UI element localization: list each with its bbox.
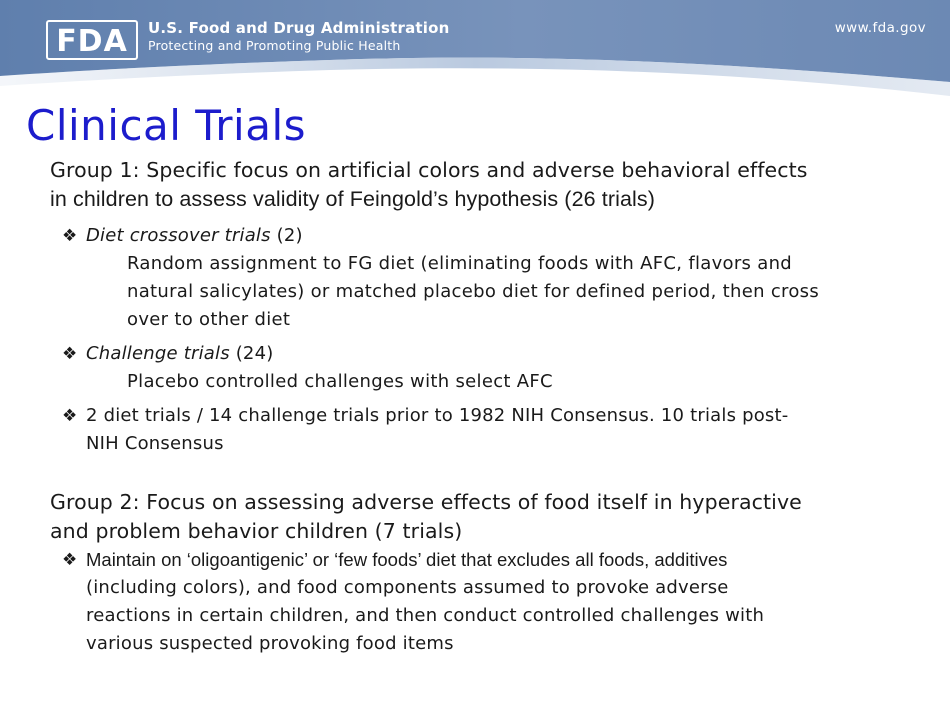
group1-heading-line1: Group 1: Specific focus on artificial colors and adverse behavioral effects [50,158,808,182]
bullet-diet-crossover [50,222,930,250]
diamond-bullet-icon: ❖ [62,344,78,364]
diamond-bullet-icon: ❖ [62,406,78,426]
bullet-line: 2 diet trials / 14 challenge trials prior to 1982 NIH Consensus. 10 trials post- [86,405,789,426]
bullet-challenge-trials [50,340,930,368]
bullet-title: Challenge trials [86,343,230,364]
agency-name: U.S. Food and Drug Administration [148,19,450,37]
bullet-count: (24) [229,343,274,364]
group1-heading-line2: in children to assess validity of Feingold’s hypothesis (26 trials) [50,187,656,211]
bullet-title: Diet crossover trials [86,225,271,246]
bullet-line: Maintain on ‘oligoantigenic’ or ‘few foods’ diet that excludes all foods, additives [86,549,728,570]
bullet-count: (2) [270,225,303,246]
fda-logo [46,20,138,60]
agency-block [148,19,450,54]
bullet-trial-counts [50,402,930,458]
bullet-oligoantigenic-diet [50,546,930,658]
agency-tagline: Protecting and Promoting Public Health [148,38,401,53]
bullet-line: (including colors), and food components assumed to provoke adverse [86,577,729,598]
slide-title: Clinical Trials [26,101,307,150]
bullet-detail-line: Random assignment to FG diet (eliminating foods with AFC, flavors and [127,253,793,274]
slide-body [50,156,930,658]
bullet-line: NIH Consensus [86,433,224,454]
fda-logo-text: FDA [56,24,128,59]
group2-heading-line1: Group 2: Focus on assessing adverse effects of food itself in hyperactive [50,490,802,514]
header-band [0,0,950,110]
bullet-detail-line: over to other diet [127,309,291,330]
diamond-bullet-icon: ❖ [62,226,78,246]
bullet-detail-line: Placebo controlled challenges with select AFC [127,371,553,392]
bullet-detail-line: natural salicylates) or matched placebo diet for defined period, then cross [127,281,820,302]
header-banner [0,0,950,110]
website-url[interactable]: www.fda.gov [834,20,926,36]
bullet-line: reactions in certain children, and then conduct controlled challenges with [86,605,765,626]
diamond-bullet-icon: ❖ [62,550,78,570]
group2-heading-line2: and problem behavior children (7 trials) [50,519,463,543]
bullet-line: various suspected provoking food items [86,633,454,654]
